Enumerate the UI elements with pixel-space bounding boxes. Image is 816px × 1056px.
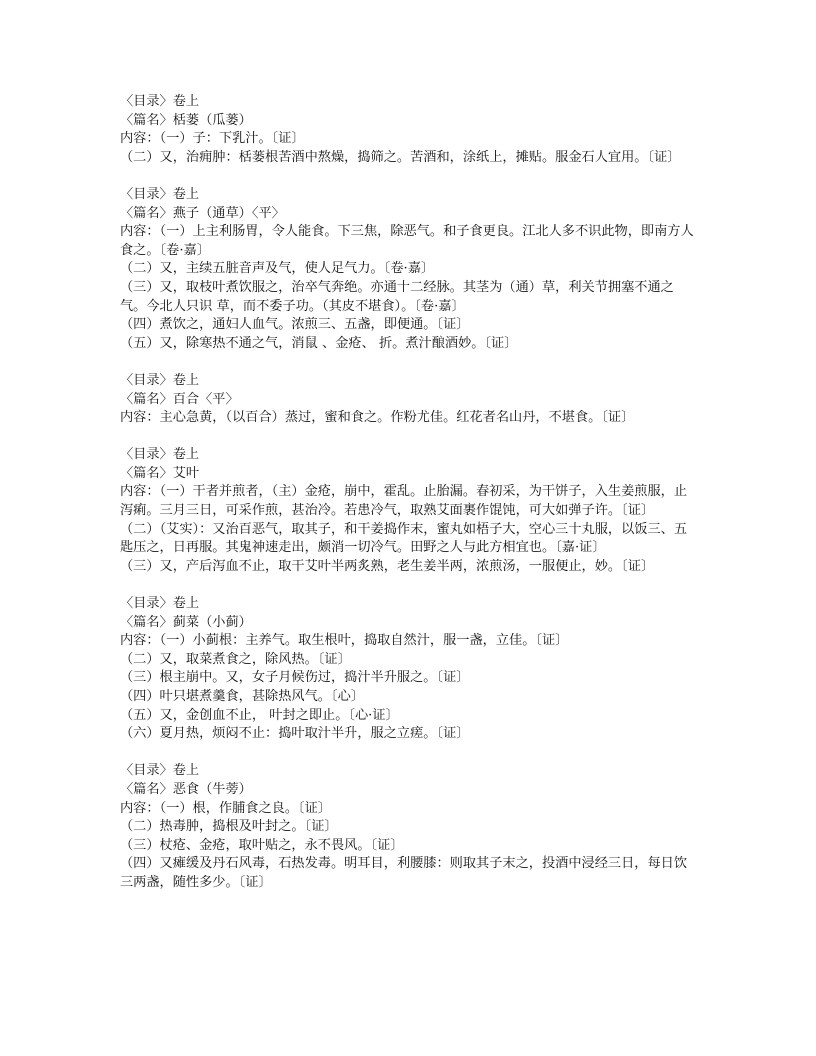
entry-eshi: [120, 762, 700, 892]
content-line: （三）根主崩中。又，女子月候伤过，捣汁半升服之。〔证〕: [120, 670, 470, 686]
content-line: （四）叶只堪煮羹食，甚除热风气。〔心〕: [120, 689, 364, 704]
catalog-label: 〈目录〉卷上: [120, 372, 200, 388]
entry-gualou: [120, 93, 700, 167]
catalog-label: 〈目录〉卷上: [120, 186, 200, 202]
content-line: （二）又，主续五脏音声及气，使人足气力。〔卷·嘉〕: [120, 261, 435, 277]
entry-title: 〈篇名〉艾叶: [120, 465, 200, 481]
entry-baihe: [120, 372, 700, 428]
entry-title: 〈篇名〉燕子（通草）〈平〉: [120, 205, 285, 221]
document-page: [120, 93, 700, 911]
content-line: （三）杖疮、金疮，取叶贴之，永不畏风。〔证〕: [120, 837, 404, 853]
content-line: （二）（艾实）：又治百恶气，取其子，和干姜捣作末，蜜丸如梧子大，空心三十丸服，以饭三、五匙压之，日再服。其鬼神速走出，颇消一切冷气。田野之人与此方相宜也。〔嘉·证〕: [120, 521, 688, 556]
catalog-label: 〈目录〉卷上: [120, 447, 200, 463]
content-line: （四）又瘫缓及丹石风毒，石热发毒。明耳目，利腰膝：则取其子末之，投酒中浸经三日，每日饮三两盏，随性多少。〔证〕: [120, 856, 688, 890]
entry-title: 〈篇名〉蓟菜（小蓟）: [120, 614, 252, 630]
content-line: （五）又，金创血不止， 叶封之即止。〔心·证〕: [120, 707, 399, 723]
entry-title: 〈篇名〉栝蒌（瓜蒌）: [120, 112, 252, 128]
content-line: （四）煮饮之，通妇人血气。浓煎三、五盏，即便通。〔证〕: [120, 317, 470, 333]
entry-jicai: [120, 595, 700, 744]
content-line: 内容：（一）干者并煎者，（主）金疮，崩中，霍乱。止胎漏。春初采，为干饼子，入生姜煎服，止泻痢。三月三日，可采作煎，甚治冷。若患冷气，取熟艾面裹作馄饨，可大如弹子许。〔证〕: [120, 484, 688, 519]
content-line: 内容：（一）小蓟根：主养气。取生根叶，捣取自然汁，服一盏，立佳。〔证〕: [120, 633, 569, 649]
content-line: 内容：主心急黄，（以百合）蒸过，蜜和食之。作粉尤佳。红花者名山丹，不堪食。〔证〕: [120, 410, 635, 426]
entry-yanzi: [120, 186, 700, 353]
content-line: （六）夏月热，烦闷不止：捣叶取汁半升，服之立瘥。〔证〕: [120, 726, 470, 742]
entry-title: 〈篇名〉百合〈平〉: [120, 391, 239, 407]
content-line: （二）又，治痈肿：栝蒌根苦酒中熬燥，捣筛之。苦酒和，涂纸上，摊贴。服金石人宜用。〔证〕: [120, 149, 681, 165]
content-line: 内容：（一）子：下乳汁。〔证〕: [120, 131, 305, 147]
catalog-label: 〈目录〉卷上: [120, 94, 200, 109]
content-line: 内容：（一）上主利肠胃，令人能食。下三焦，除恶气。和子食更良。江北人多不识此物，即南方人食之。〔卷·嘉〕: [120, 224, 694, 258]
entry-aiye: [120, 446, 700, 576]
content-line: （二）又，取菜煮食之，除风热。〔证〕: [120, 651, 351, 667]
catalog-label: 〈目录〉卷上: [120, 596, 200, 612]
content-line: 内容：（一）根，作脯食之良。〔证〕: [120, 800, 331, 816]
content-line: （三）又，产后泻血不止，取干艾叶半两炙熟，老生姜半两，浓煎汤，一服便止，妙。〔证〕: [120, 558, 655, 574]
content-line: （五）又，除寒热不通之气，消鼠 、金疮、 折。煮汁酿酒妙。〔证〕: [120, 335, 518, 351]
entry-title: 〈篇名〉恶食（牛蒡）: [120, 781, 252, 797]
content-line: （二）热毒肿，捣根及叶封之。〔证〕: [120, 819, 338, 835]
content-line: （三）又，取枝叶煮饮服之，治卒气奔绝。亦通十二经脉。其茎为（通）草，利关节拥塞不通之气。今北人只识 草，而不委子功。（其皮不堪食）。〔卷·嘉〕: [120, 279, 674, 314]
catalog-label: 〈目录〉卷上: [120, 763, 200, 779]
